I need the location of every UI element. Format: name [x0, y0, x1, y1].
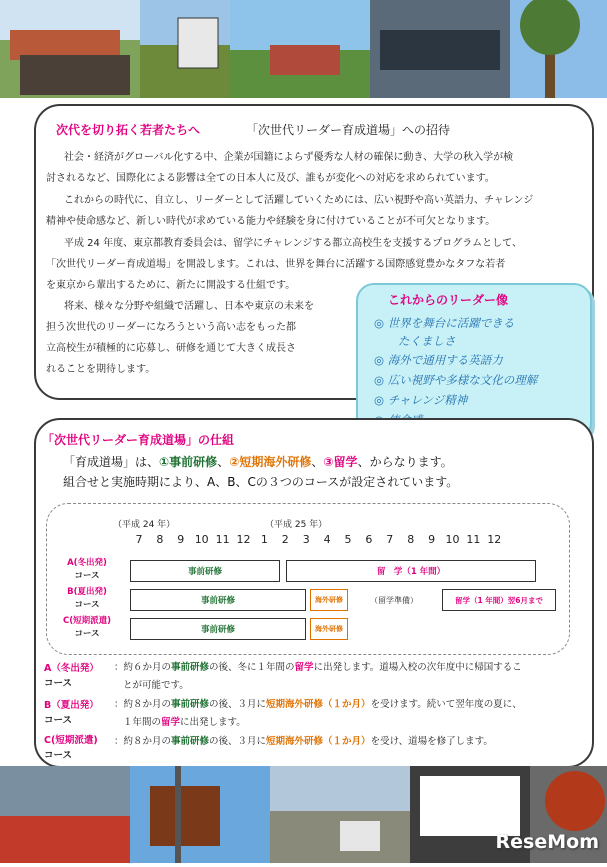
bar-pre-training: 事前研修: [130, 560, 280, 582]
course-a-label: [57, 557, 117, 583]
month-tick: 4: [323, 533, 331, 546]
top-photos: [0, 0, 607, 98]
month-tick: 2: [281, 533, 289, 546]
bar-short-overseas: 海外研修: [310, 618, 348, 640]
pre-training-term: ①事前研修: [159, 455, 218, 469]
month-tick: 3: [302, 533, 310, 546]
course-label-sub: コース: [74, 600, 100, 610]
paragraph-line: 平成 24 年度、東京都教育委員会は、留学にチャレンジする都立高校生を支援するプログラムとして、: [64, 238, 522, 249]
course-label-sub: コース: [74, 629, 100, 639]
resemom-watermark: ReseMom: [495, 831, 599, 853]
leader-item: ◎ 海外で通用する英語力: [374, 353, 503, 367]
year-label: （平成 24 年）: [113, 520, 176, 530]
course-b-label: [57, 586, 117, 612]
paragraph-line: 立高校生が積極的に応募し、研修を通じて大きく成長さ: [46, 343, 296, 354]
desc-text: の後、３月に: [209, 736, 267, 747]
short-overseas-term: ②短期海外研修: [229, 455, 312, 469]
month-tick: 7: [386, 533, 394, 546]
desc-label-sub: コース: [44, 715, 73, 726]
month-tick: 1: [260, 533, 268, 546]
bar-short-overseas: 海外研修: [310, 589, 348, 611]
month-tick: 12: [236, 533, 251, 546]
study-abroad-term: 留学: [294, 662, 314, 673]
desc-a-label: [44, 661, 106, 691]
pre-training-term: 事前研修: [171, 699, 210, 710]
top-photo-strip: [0, 0, 607, 98]
intro-text: 、からなります。: [357, 455, 453, 469]
short-overseas-term: 短期海外研修（１か月）: [266, 699, 371, 710]
bar-study-abroad: 留学（1 年間）翌6月まで: [442, 589, 556, 611]
paragraph-line: 社会・経済がグローバル化する中、企業が国籍によらず優秀な人材の確保に動き、大学の秋入学が検: [64, 152, 514, 163]
study-abroad-term: 留学: [161, 717, 181, 728]
year-label: （平成 25 年）: [265, 520, 328, 530]
paragraph-line: 「次世代リーダー育成道場」を開設します。これは、世界を舞台に活躍する国際感覚豊かなタフな若者: [46, 259, 506, 270]
month-tick: 8: [156, 533, 164, 546]
desc-text: の後、冬に１年間の: [209, 662, 295, 673]
paragraph-line: 精神や使命感など、新しい時代が求めている能力や経験を身に付けていることが不可欠となります。: [46, 216, 496, 227]
desc-label-text: C(短期派遣): [44, 735, 98, 746]
desc-text: を受けます。続いて翌年度の夏に、: [370, 699, 522, 710]
intro-line-2: 組合せと実施時期により、A、B、Cの３つのコースが設定されています。: [63, 475, 459, 489]
month-tick: 9: [428, 533, 436, 546]
pre-training-term: 事前研修: [171, 662, 210, 673]
desc-c-text: [114, 733, 584, 751]
course-label-text: B(夏出発): [67, 587, 107, 597]
desc-label-sub: コース: [44, 750, 73, 761]
month-tick: 7: [135, 533, 143, 546]
desc-text: １年間の: [123, 717, 162, 728]
desc-b-text: [114, 696, 584, 732]
bar-study-abroad: 留 学（1 年間）: [286, 560, 536, 582]
intro-text: 、: [217, 455, 230, 469]
paragraph-line: 討されるなど、国際化による影響は全ての日本人に及び、誰もが変化への対応を求められています。: [46, 173, 495, 184]
month-tick: 6: [365, 533, 373, 546]
desc-text: ：約８か月の: [114, 736, 172, 747]
section2-heading: 「次世代リーダー育成道場」の仕組: [42, 433, 235, 447]
desc-c-label: [44, 733, 106, 763]
bar-pre-training: 事前研修: [130, 589, 306, 611]
month-tick: 8: [407, 533, 415, 546]
desc-a-text: [114, 659, 584, 695]
bar-pre-training: 事前研修: [130, 618, 306, 640]
pre-training-term: 事前研修: [171, 736, 210, 747]
course-label-sub: コース: [74, 571, 100, 581]
section1-subheading: 「次世代リーダー育成道場」への招待: [246, 123, 451, 137]
month-tick: 10: [194, 533, 209, 546]
desc-text: とが可能です。: [123, 680, 189, 691]
intro-line-1: [63, 453, 453, 470]
month-tick: 9: [177, 533, 185, 546]
leader-item: ◎ 広い視野や多様な文化の理解: [374, 373, 538, 387]
desc-b-label: [44, 698, 106, 728]
course-label-text: A(冬出発): [67, 558, 107, 568]
leader-item: ◎ チャレンジ精神: [374, 393, 468, 407]
desc-text: を受け、道場を修了します。: [370, 736, 493, 747]
paragraph-line: これからの時代に、自立し、リーダーとして活躍していくためには、広い視野や高い英語力、チャレンジ: [64, 195, 534, 206]
paragraph-line: 将来、様々な分野や組織で活躍し、日本や東京の未来を: [64, 301, 314, 312]
desc-label-sub: コース: [44, 678, 73, 689]
desc-label-text: A（冬出発）: [44, 663, 99, 674]
desc-text: の後、３月に: [209, 699, 267, 710]
study-abroad-term: ③留学: [323, 455, 358, 469]
leader-item: ◎ 世界を舞台に活躍できる: [374, 316, 515, 330]
paragraph-line: を東京から輩出するために、新たに開設する仕組です。: [46, 280, 296, 291]
leader-item: たくましさ: [398, 334, 456, 348]
short-overseas-term: 短期海外研修（１か月）: [266, 736, 371, 747]
prep-label: （留学準備）: [370, 596, 418, 605]
course-label-text: C(短期派遣): [62, 616, 111, 626]
intro-text: 、: [311, 455, 324, 469]
desc-label-text: B（夏出発）: [44, 700, 99, 711]
desc-text: ：約６か月の: [114, 662, 172, 673]
month-tick: 5: [344, 533, 352, 546]
desc-text: に出発します。: [180, 717, 246, 728]
section1-heading: 次代を切り拓く若者たちへ: [56, 123, 201, 137]
month-tick: 10: [445, 533, 460, 546]
desc-text: に出発します。道場入校の次年度中に帰国するこ: [313, 662, 522, 673]
paragraph-line: 担う次世代のリーダーになろうという高い志をもった都: [46, 322, 296, 333]
leader-box-title: これからのリーダー像: [388, 293, 509, 307]
month-tick: 12: [487, 533, 502, 546]
intro-text: 「育成道場」は、: [63, 455, 160, 469]
paragraph-line: れることを期待します。: [46, 364, 156, 375]
desc-text: ：約８か月の: [114, 699, 172, 710]
month-tick: 11: [215, 533, 230, 546]
course-c-label: [57, 615, 117, 641]
month-tick: 11: [466, 533, 481, 546]
